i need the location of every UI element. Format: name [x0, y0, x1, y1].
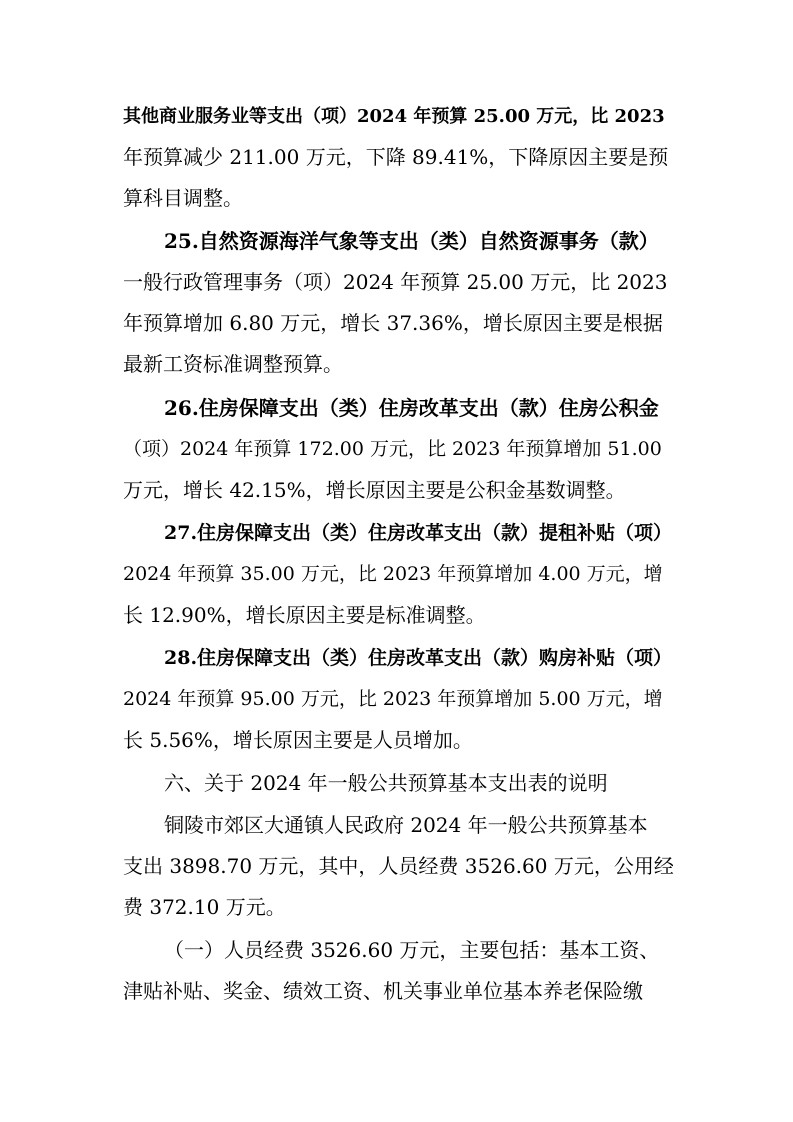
text-line: 一般行政管理事务（项）2024 年预算 25.00 万元，比 2023	[123, 270, 668, 294]
text-line: 年预算减少 211.00 万元，下降 89.41%，下降原因主要是预	[123, 145, 669, 169]
section-title: 六、关于 2024 年一般公共预算基本支出表的说明	[164, 771, 608, 795]
paragraph-basic-expenditure	[123, 805, 673, 928]
paragraph-item-25	[123, 221, 673, 385]
paragraph-item-28	[123, 638, 673, 761]
text-line: 最新工资标准调整预算。	[123, 352, 343, 376]
text-line: 2024 年预算 95.00 万元，比 2023 年预算增加 5.00 万元，增	[123, 688, 663, 710]
text-line-heading: 25.自然资源海洋气象等支出（类）自然资源事务（款）	[164, 229, 659, 253]
text-line: 长 5.56%，增长原因主要是人员增加。	[123, 728, 473, 752]
text-line: 算科目调整。	[123, 186, 243, 210]
text-line-heading: 28.住房保障支出（类）住房改革支出（款）购房补贴（项）	[164, 647, 673, 669]
text-line: （一）人员经费 3526.60 万元，主要包括：基本工资、	[164, 938, 660, 962]
text-line: 费 372.10 万元。	[123, 895, 286, 919]
text-line: 年预算增加 6.80 万元，增长 37.36%，增长原因主要是根据	[123, 311, 663, 335]
paragraph-other-business-services	[123, 96, 673, 219]
text-line-heading: 27.住房保障支出（类）住房改革支出（款）提租补贴（项）	[164, 522, 673, 544]
paragraph-item-27	[123, 513, 673, 636]
text-line-heading: 26.住房保障支出（类）住房改革支出（款）住房公积金	[164, 396, 659, 420]
paragraph-item-26	[123, 388, 673, 511]
text-line: 其他商业服务业等支出（项）2024 年预算 25.00 万元，比 2023	[123, 106, 665, 127]
text-line: 支出 3898.70 万元，其中，人员经费 3526.60 万元，公用经	[123, 854, 674, 878]
paragraph-personnel-expenses	[123, 930, 673, 1012]
text-line: 2024 年预算 35.00 万元，比 2023 年预算增加 4.00 万元，增	[123, 563, 663, 585]
text-line: 津贴补贴、奖金、绩效工资、机关事业单位基本养老保险缴	[123, 979, 643, 1003]
text-line: 万元，增长 42.15%，增长原因主要是公积金基数调整。	[123, 478, 626, 502]
text-line: 长 12.90%，增长原因主要是标准调整。	[123, 603, 486, 627]
text-line: 铜陵市郊区大通镇人民政府 2024 年一般公共预算基本	[164, 813, 648, 837]
section-heading-six	[123, 763, 673, 804]
text-line: （项）2024 年预算 172.00 万元，比 2023 年预算增加 51.00	[123, 438, 662, 460]
